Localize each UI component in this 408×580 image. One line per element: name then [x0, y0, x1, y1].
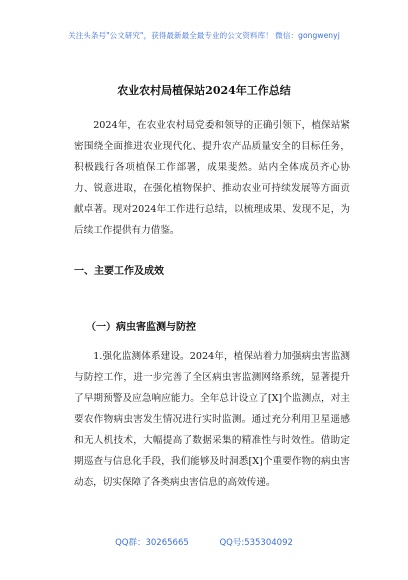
section-heading-main-work: 一、主要工作及成效: [74, 266, 164, 277]
subsection-heading-pest-monitoring: （一）病虫害监测与防控: [86, 322, 196, 333]
footer-qq-number[interactable]: QQ号:535304092: [219, 538, 293, 548]
footer-contact: [0, 536, 408, 548]
monitoring-paragraph: 1.强化监测体系建设。2024年，植保站着力加强病虫害监测与防控工作，进一步完善了全区病虫害监测网络系统，显著提升了早期预警及应急响应能力。全年总计设立了[X]个监测点，对主要农作物病虫害发生情况进行实时监测。通过充分利用卫星遥感和无人机技术，大幅提高了数据采集的精准性与时效性。借助定期巡查与信息化手段，我们能够及时洞悉[X]个重要作物的病虫害动态，切实保障了各类病虫害信息的高效传递。: [74, 351, 350, 488]
header-ad-banner[interactable]: 关注头条号"公文研究"，获得最新最全最专业的公文资料库！ 微信：gongwenyj: [68, 31, 340, 40]
footer-qq-group[interactable]: QQ群：30265665: [115, 538, 189, 548]
document-title: 农业农村局植保站2024年工作总结: [117, 84, 291, 97]
intro-paragraph: 2024年，在农业农村局党委和领导的正确引领下，植保站紧密围绕全面推进农业现代化、提升农产品质量安全的目标任务，积极践行各项植保工作部署，成果斐然。站内全体成员齐心协力、锐意进取，在强化植物保护、推动农业可持续发展等方面贡献卓著。现对2024年工作进行总结，以梳理成果、发现不足，为后续工作提供有力借鉴。: [74, 120, 350, 236]
